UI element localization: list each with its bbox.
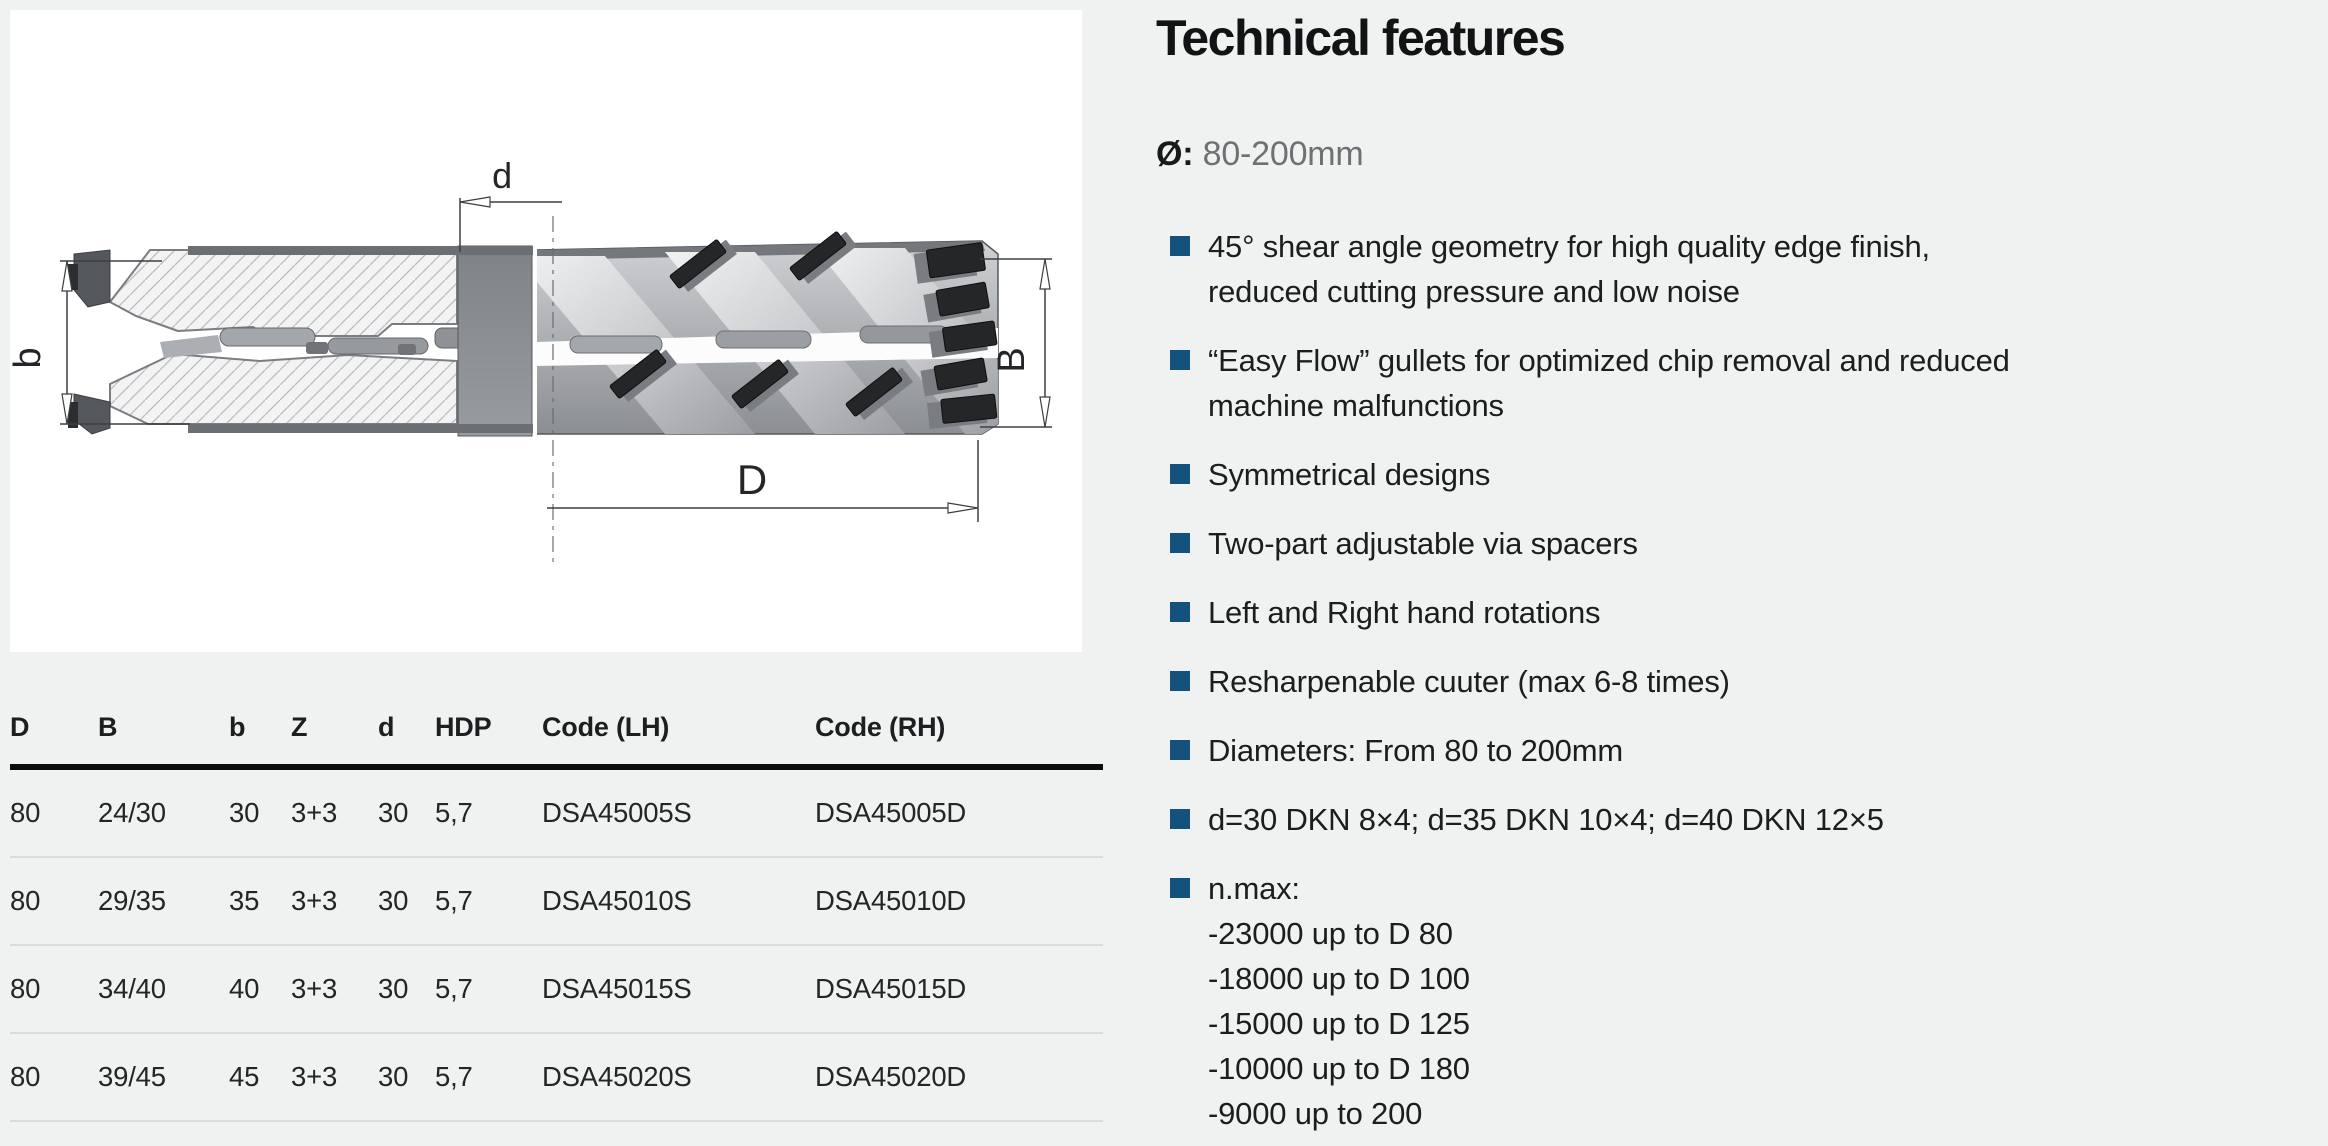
- table-cell: 30: [378, 885, 409, 916]
- table-cell: 5,7: [435, 973, 473, 1004]
- bullet-square-icon: [1170, 236, 1190, 256]
- bullet-square-icon: [1170, 602, 1190, 622]
- dimension-D-label: D: [736, 456, 768, 503]
- table-cell: 39/45: [98, 1061, 166, 1092]
- list-item: [1156, 590, 2328, 635]
- table-cell: 24/30: [98, 797, 166, 828]
- table-cell: 5,7: [435, 797, 473, 828]
- feature-text: -23000 up to D 80: [1208, 916, 1453, 951]
- dimension-B-label: B: [991, 347, 1033, 373]
- spec-table: [10, 690, 1103, 1122]
- bullet-square-icon: [1170, 740, 1190, 760]
- feature-text: Two-part adjustable via spacers: [1208, 526, 1638, 561]
- list-item: [1156, 728, 2328, 773]
- feature-text: “Easy Flow” gullets for optimized chip removal and reduced: [1208, 343, 2010, 378]
- list-item: [1156, 452, 2328, 497]
- cutter-3d-half: [515, 227, 998, 434]
- list-item: [1156, 521, 2328, 566]
- feature-text: -18000 up to D 100: [1208, 961, 1470, 996]
- feature-text: machine malfunctions: [1208, 388, 1504, 423]
- bullet-square-icon: [1170, 533, 1190, 553]
- table-cell: 34/40: [98, 973, 166, 1004]
- feature-text: -9000 up to 200: [1208, 1096, 1423, 1131]
- table-cell-code: DSA45020D: [815, 1061, 967, 1092]
- table-cell: 35: [229, 885, 260, 916]
- feature-text: d=30 DKN 8×4; d=35 DKN 10×4; d=40 DKN 12×5: [1208, 802, 1884, 837]
- table-cell: 80: [10, 885, 41, 916]
- bullet-square-icon: [1170, 350, 1190, 370]
- bullet-square-icon: [1170, 878, 1190, 898]
- table-cell-code: DSA45005S: [542, 797, 692, 828]
- feature-text: Diameters: From 80 to 200mm: [1208, 733, 1623, 768]
- table-header-cell: B: [98, 711, 118, 742]
- spec-table-header-row: [10, 690, 1103, 764]
- list-item: [1156, 338, 2328, 428]
- table-header-cell: Code (RH): [815, 711, 946, 742]
- list-item: [1156, 224, 2328, 314]
- table-header-cell: d: [378, 711, 395, 742]
- table-cell: 30: [378, 1061, 409, 1092]
- dimension-D: [547, 440, 978, 522]
- list-item: [1156, 866, 2328, 1136]
- table-row: [10, 858, 1103, 946]
- table-cell: 30: [378, 973, 409, 1004]
- table-row: [10, 946, 1103, 1034]
- table-cell: 3+3: [291, 797, 338, 828]
- bullet-square-icon: [1170, 809, 1190, 829]
- table-cell-code: DSA45010S: [542, 885, 692, 916]
- feature-text: n.max:: [1208, 871, 1300, 906]
- table-cell: 5,7: [435, 885, 473, 916]
- table-header-cell: HDP: [435, 711, 492, 742]
- table-cell: 30: [378, 797, 409, 828]
- table-row: [10, 1034, 1103, 1122]
- dimension-b-label: b: [10, 347, 49, 369]
- cutter-section-half: [68, 246, 537, 436]
- diameter-value: 80-200mm: [1202, 135, 1364, 173]
- bullet-square-icon: [1170, 464, 1190, 484]
- table-header-cell: b: [229, 711, 246, 742]
- feature-text: Left and Right hand rotations: [1208, 595, 1601, 630]
- table-cell: 80: [10, 797, 41, 828]
- table-cell: 80: [10, 973, 41, 1004]
- table-cell: 3+3: [291, 1061, 338, 1092]
- cutter-technical-drawing: [10, 10, 1082, 652]
- table-cell-code: DSA45005D: [815, 797, 967, 828]
- table-cell: 80: [10, 1061, 41, 1092]
- list-item: [1156, 797, 2328, 842]
- table-header-cell: Z: [291, 711, 308, 742]
- diameter-spec: [1156, 130, 1364, 178]
- page-title: Technical features: [1156, 10, 1565, 66]
- table-cell: 40: [229, 973, 260, 1004]
- dimension-d: [460, 155, 562, 252]
- feature-text: 45° shear angle geometry for high quality edge finish,: [1208, 229, 1930, 264]
- feature-text: -15000 up to D 125: [1208, 1006, 1470, 1041]
- bullet-square-icon: [1170, 671, 1190, 691]
- table-cell: 45: [229, 1061, 260, 1092]
- feature-text: -10000 up to D 180: [1208, 1051, 1470, 1086]
- table-cell: 3+3: [291, 973, 338, 1004]
- table-cell: 5,7: [435, 1061, 473, 1092]
- table-cell-code: DSA45015S: [542, 973, 692, 1004]
- feature-text: Symmetrical designs: [1208, 457, 1491, 492]
- list-item: [1156, 659, 2328, 704]
- table-cell-code: DSA45020S: [542, 1061, 692, 1092]
- table-header-cell: Code (LH): [542, 711, 670, 742]
- table-cell: 29/35: [98, 885, 166, 916]
- table-cell: 30: [229, 797, 260, 828]
- diameter-symbol: Ø:: [1156, 135, 1194, 173]
- table-cell-code: DSA45010D: [815, 885, 967, 916]
- table-header-cell: D: [10, 711, 30, 742]
- feature-text: Resharpenable cuuter (max 6-8 times): [1208, 664, 1730, 699]
- features-list: [1156, 224, 2328, 1146]
- table-row: [10, 770, 1103, 858]
- table-cell: 3+3: [291, 885, 338, 916]
- feature-text: reduced cutting pressure and low noise: [1208, 274, 1740, 309]
- table-cell-code: DSA45015D: [815, 973, 967, 1004]
- dimension-d-label: d: [492, 155, 512, 196]
- technical-drawing-panel: [10, 10, 1082, 652]
